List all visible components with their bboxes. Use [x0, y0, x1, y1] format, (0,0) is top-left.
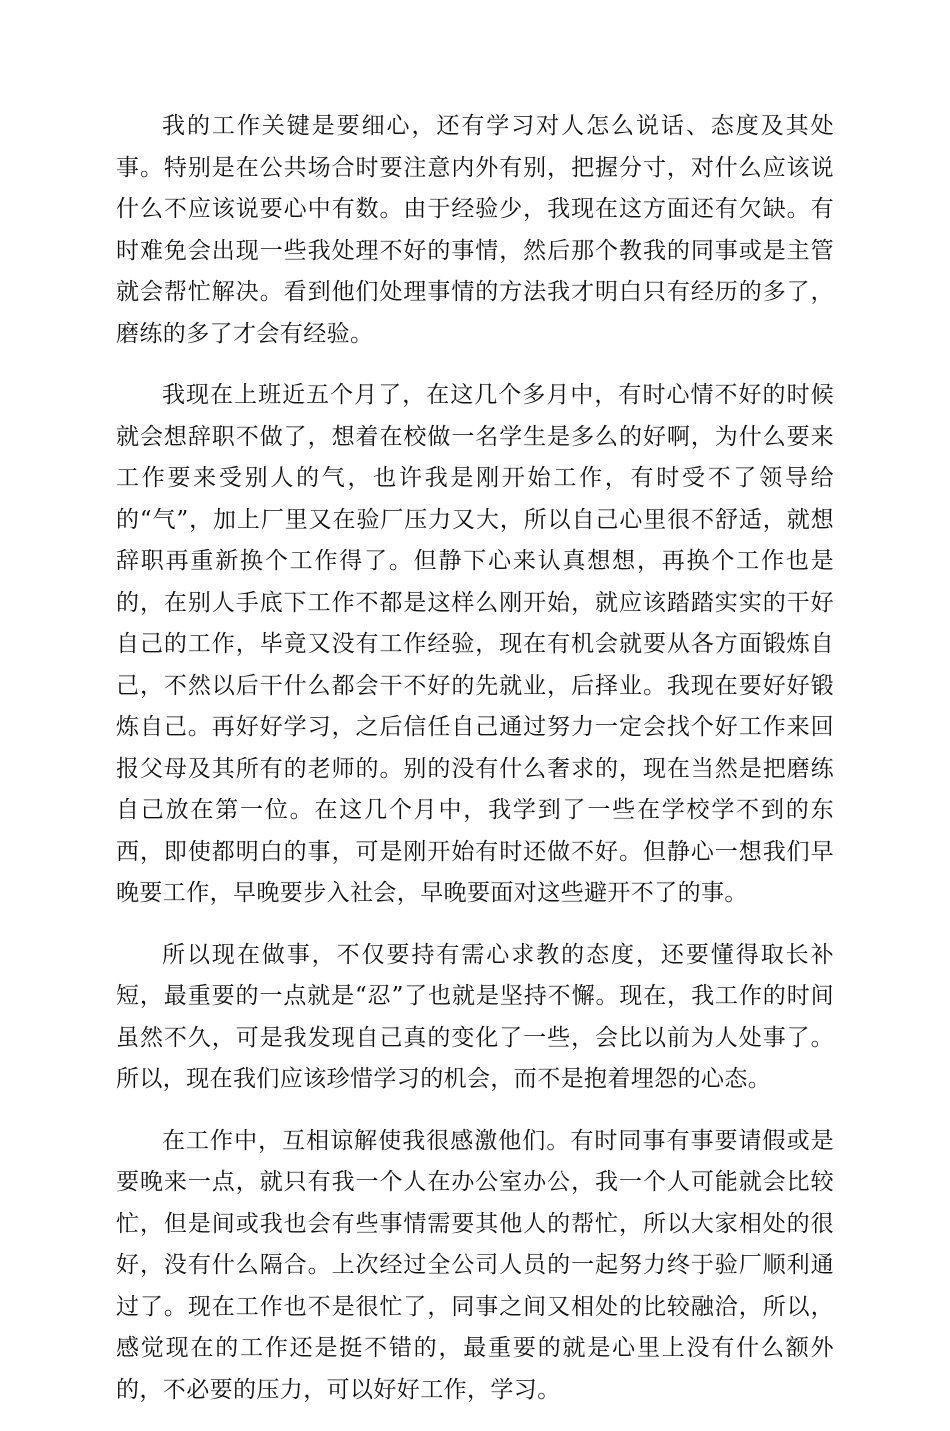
document-body — [116, 106, 834, 1431]
paragraph-4: 在工作中，互相谅解使我很感激他们。有时同事有事要请假或是要晚来一点，就只有我一个人在办公室办公，我一个人可能就会比较忙，但是间或我也会有些事情需要其他人的帮忙，所以大家相处的很好，没有什么隔合。上次经过全公司人员的一起努力终于验厂顺利通过了。现在工作也不是很忙了，同事之间又相处的比较融洽，所以，感觉现在的工作还是挺不错的，最重要的就是心里上没有什么额外的，不必要的压力，可以好好工作，学习。 — [116, 1127, 834, 1403]
paragraph-2: 我现在上班近五个月了，在这几个多月中，有时心情不好的时候就会想辞职不做了，想着在校做一名学生是多么的好啊，为什么要来工作要来受别人的气，也许我是刚开始工作，有时受不了领导给的“气”，加上厂里又在验厂压力又大，所以自己心里很不舒适，就想辞职再重新换个工作得了。但静下心来认真想想，再换个工作也是的，在别人手底下工作不都是这样么刚开始，就应该踏踏实实的干好自己的工作，毕竟又没有工作经验，现在有机会就要从各方面锻炼自己，不然以后干什么都会干不好的先就业，后择业。我现在要好好锻炼自己。再好好学习，之后信任自己通过努力一定会找个好工作来回报父母及其所有的老师的。别的没有什么奢求的，现在当然是把磨练自己放在第一位。在这几个月中，我学到了一些在学校学不到的东西，即使都明白的事，可是刚开始有时还做不好。但静心一想我们早晚要工作，早晚要步入社会，早晚要面对这些避开不了的事。 — [116, 382, 834, 906]
paragraph-3: 所以现在做事，不仅要持有需心求教的态度，还要懂得取长补短，最重要的一点就是“忍”了也就是坚持不懈。现在，我工作的时间虽然不久，可是我发现自己真的变化了一些，会比以前为人处事了。所以，现在我们应该珍惜学习的机会，而不是抱着埋怨的心态。 — [116, 941, 834, 1092]
paragraph-1: 我的工作关键是要细心，还有学习对人怎么说话、态度及其处事。特别是在公共场合时要注意内外有别，把握分寸，对什么应该说什么不应该说要心中有数。由于经验少，我现在这方面还有欠缺。有时难免会出现一些我处理不好的事情，然后那个教我的同事或是主管就会帮忙解决。看到他们处理事情的方法我才明白只有经历的多了，磨练的多了才会有经验。 — [116, 113, 834, 347]
